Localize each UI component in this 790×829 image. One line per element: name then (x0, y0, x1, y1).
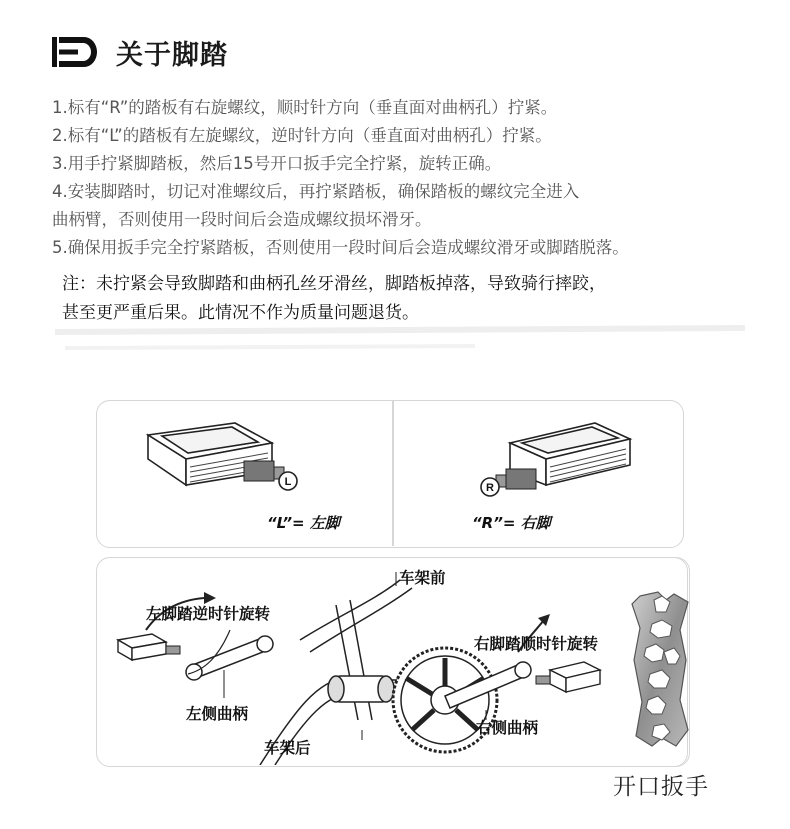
warning-note-line: 甚至更严重后果。此情况不作为质量问题退货。 (62, 303, 419, 323)
right-crank-label: 右侧曲柄 (476, 719, 539, 737)
open-end-wrench-icon (622, 590, 702, 750)
left-crank-label: 左侧曲柄 (186, 705, 249, 723)
installation-diagram (100, 560, 620, 765)
right-pedal-mark: R (486, 482, 494, 494)
left-pedal-caption: “L”= 左脚 (267, 514, 340, 532)
right-pedal-caption: “R”= 右脚 (472, 514, 551, 532)
instruction-step: 4.安装脚踏时，切记对准螺纹后，再拧紧踏板，确保踏板的螺纹完全进入 (52, 182, 580, 201)
wrench-label: 开口扳手 (613, 774, 709, 800)
left-pedal-small (118, 634, 180, 660)
d-logo-icon (52, 37, 98, 67)
right-rotation-label: 右脚踏顺时针旋转 (474, 635, 599, 653)
frame-rear-label: 车架后 (264, 739, 311, 757)
panel-divider (392, 401, 394, 546)
left-rotation-label: 左脚踏逆时针旋转 (146, 605, 271, 623)
frame-front-label: 车架前 (399, 569, 446, 587)
page-header (52, 30, 228, 74)
instruction-step: 5.确保用扳手完全拧紧踏板，否则使用一段时间后会造成螺纹滑牙或脚踏脱落。 (52, 238, 629, 257)
instruction-step: 2.标有“L”的踏板有左旋螺纹，逆时针方向（垂直面对曲柄孔）拧紧。 (52, 126, 552, 145)
right-pedal-small (536, 662, 600, 692)
left-pedal-illustration (140, 415, 310, 505)
right-pedal-illustration (470, 415, 640, 505)
left-pedal-mark: L (284, 476, 292, 488)
instruction-step: 曲柄臂，否则使用一段时间后会造成螺纹损坏滑牙。 (52, 210, 432, 229)
instruction-step: 1.标有“R”的踏板有右旋螺纹，顺时针方向（垂直面对曲柄孔）拧紧。 (52, 98, 558, 117)
instruction-list (52, 94, 772, 262)
faint-artifact (55, 318, 745, 358)
left-crank (186, 636, 273, 680)
instruction-step: 3.用手拧紧脚踏板，然后15号开口扳手完全拧紧，旋转正确。 (52, 154, 502, 173)
warning-note-line: 注：未拧紧会导致脚踏和曲柄孔丝牙滑丝，脚踏板掉落，导致骑行摔跤， (62, 274, 606, 294)
page-title: 关于脚踏 (116, 39, 228, 71)
